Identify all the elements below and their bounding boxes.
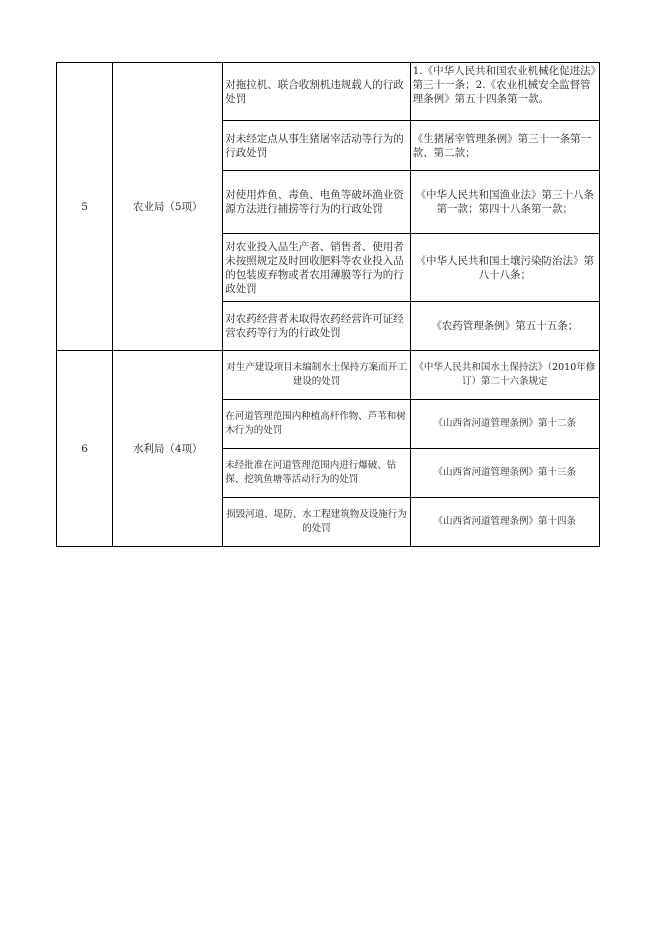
legal-basis: 《中华人民共和国水土保持法》（2010年修订）第二十六条规定 <box>410 351 599 400</box>
penalty-item: 损毁河道、堤防、水工程建筑物及设施行为的处罚 <box>223 498 410 547</box>
penalty-item: 对未经定点从事生猪屠宰活动等行为的行政处罚 <box>223 121 410 171</box>
penalty-item: 未经批准在河道管理范围内进行爆破、钻探、挖筑鱼塘等活动行为的处罚 <box>223 449 410 498</box>
legal-basis: 《山西省河道管理条例》第十四条 <box>410 498 599 547</box>
department-name: 农业局（5项） <box>113 63 223 351</box>
table-row <box>57 63 600 121</box>
group-number: 6 <box>57 351 113 547</box>
penalty-list-table <box>56 62 600 547</box>
legal-basis <box>410 63 599 121</box>
penalty-item: 对农业投入品生产者、销售者、使用者未按照规定及时回收肥料等农业投入品的包装废弃物或者农用薄膜等行为的行政处罚 <box>223 234 410 302</box>
legal-basis-text: 1.《中华人民共和国农业机械化促进法》第三十一条；2.《农业机械安全监督管理条例》第五十四条第一款。 <box>412 64 596 105</box>
legal-basis: 《中华人民共和国渔业法》第三十八条第一款；第四十八条第一款； <box>410 171 599 234</box>
penalty-item: 在河道管理范围内种植高杆作物、芦苇和树木行为的处罚 <box>223 400 410 449</box>
penalty-item: 对使用炸鱼、毒鱼、电鱼等破坏渔业资源方法进行捕捞等行为的行政处罚 <box>223 171 410 234</box>
legal-basis: 《山西省河道管理条例》第十二条 <box>410 400 599 449</box>
legal-basis: 《农药管理条例》第五十五条； <box>410 302 599 351</box>
penalty-item: 对农药经营者未取得农药经营许可证经营农药等行为的行政处罚 <box>223 302 410 351</box>
group-number: 5 <box>57 63 113 351</box>
legal-basis: 《生猪屠宰管理条例》第三十一条第一款、第二款； <box>410 121 599 171</box>
penalty-item: 对拖拉机、联合收割机违规载人的行政处罚 <box>223 63 410 121</box>
penalty-item: 对生产建设项目未编制水土保持方案而开工建设的处罚 <box>223 351 410 400</box>
legal-basis: 《中华人民共和国土壤污染防治法》第八十八条； <box>410 234 599 302</box>
table-row <box>57 351 600 400</box>
department-name: 水利局（4项） <box>113 351 223 547</box>
legal-basis: 《山西省河道管理条例》第十三条 <box>410 449 599 498</box>
